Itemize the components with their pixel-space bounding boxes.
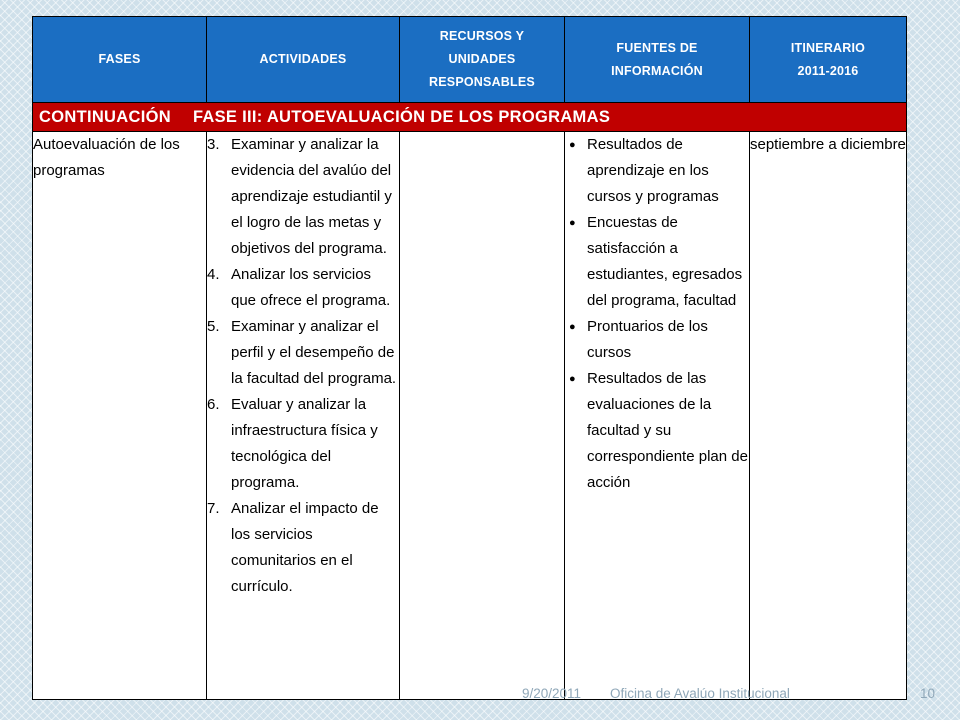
fuente-item (569, 314, 749, 366)
fuente-item (569, 366, 749, 496)
fuente-item (569, 210, 749, 314)
cell-fuentes (565, 132, 750, 700)
actividad-text: Examinar y analizar la evidencia del avalúo del aprendizaje estudiantil y el logro de las metas y objetivos del programa. (231, 136, 392, 257)
section-title: FASE III: AUTOEVALUACIÓN DE LOS PROGRAMAS (192, 108, 611, 126)
actividad-item (207, 132, 399, 262)
fuentes-list (565, 132, 749, 496)
actividad-number: 4. (207, 266, 220, 283)
section-label: CONTINUACIÓN (39, 108, 171, 126)
header-itinerario-line1: ITINERARIO (790, 40, 866, 55)
header-recursos-line2: UNIDADES (448, 52, 516, 66)
actividades-list (207, 132, 399, 600)
actividad-text: Analizar el impacto de los servicios comunitarios en el currículo. (231, 500, 379, 595)
table-header-row (33, 17, 907, 103)
section-row (33, 103, 907, 132)
actividad-item (207, 314, 399, 392)
bullet-icon: ● (569, 217, 576, 229)
actividad-number: 6. (207, 396, 220, 413)
fuente-text: Prontuarios de los cursos (587, 318, 708, 361)
section-heading (33, 103, 907, 132)
fuente-text: Resultados de aprendizaje en los cursos y programas (587, 136, 719, 205)
cell-actividades (207, 132, 400, 700)
actividad-text: Analizar los servicios que ofrece el programa. (231, 266, 391, 309)
table-row (33, 132, 907, 700)
header-fuentes-line1: FUENTES DE (616, 40, 698, 55)
header-itinerario (750, 17, 907, 103)
bullet-icon: ● (569, 373, 576, 385)
actividad-number: 7. (207, 500, 220, 517)
actividad-item (207, 496, 399, 600)
bullet-icon: ● (569, 321, 576, 333)
header-actividades: ACTIVIDADES (207, 17, 400, 103)
bullet-icon: ● (569, 139, 576, 151)
actividad-number: 5. (207, 318, 220, 335)
header-recursos-line1: RECURSOS Y (439, 29, 525, 43)
header-recursos-line3: RESPONSABLES (429, 75, 535, 89)
fuente-text: Resultados de las evaluaciones de la facultad y su correspondiente plan de acción (587, 370, 748, 491)
fuente-item (569, 132, 749, 210)
fuente-text: Encuestas de satisfacción a estudiantes, egresados del programa, facultad (587, 214, 743, 309)
footer-date: 9/20/2011 (522, 686, 582, 701)
evaluation-plan-table (32, 16, 907, 700)
actividad-item (207, 392, 399, 496)
cell-recursos (400, 132, 565, 700)
footer-office: Oficina de Avalúo Institucional (610, 686, 790, 701)
footer-page-number: 10 (920, 686, 936, 701)
header-fuentes (565, 17, 750, 103)
header-fases: FASES (33, 17, 207, 103)
cell-fase: Autoevaluación de los programas (33, 132, 207, 700)
header-fuentes-line2: INFORMACIÓN (611, 63, 703, 78)
header-itinerario-line2: 2011-2016 (797, 63, 859, 78)
header-recursos (400, 17, 565, 103)
actividad-number: 3. (207, 136, 220, 153)
actividad-text: Evaluar y analizar la infraestructura física y tecnológica del programa. (231, 396, 378, 491)
actividad-text: Examinar y analizar el perfil y el desempeño de la facultad del programa. (231, 318, 397, 387)
cell-itinerario: septiembre a diciembre (750, 132, 907, 700)
actividad-item (207, 262, 399, 314)
